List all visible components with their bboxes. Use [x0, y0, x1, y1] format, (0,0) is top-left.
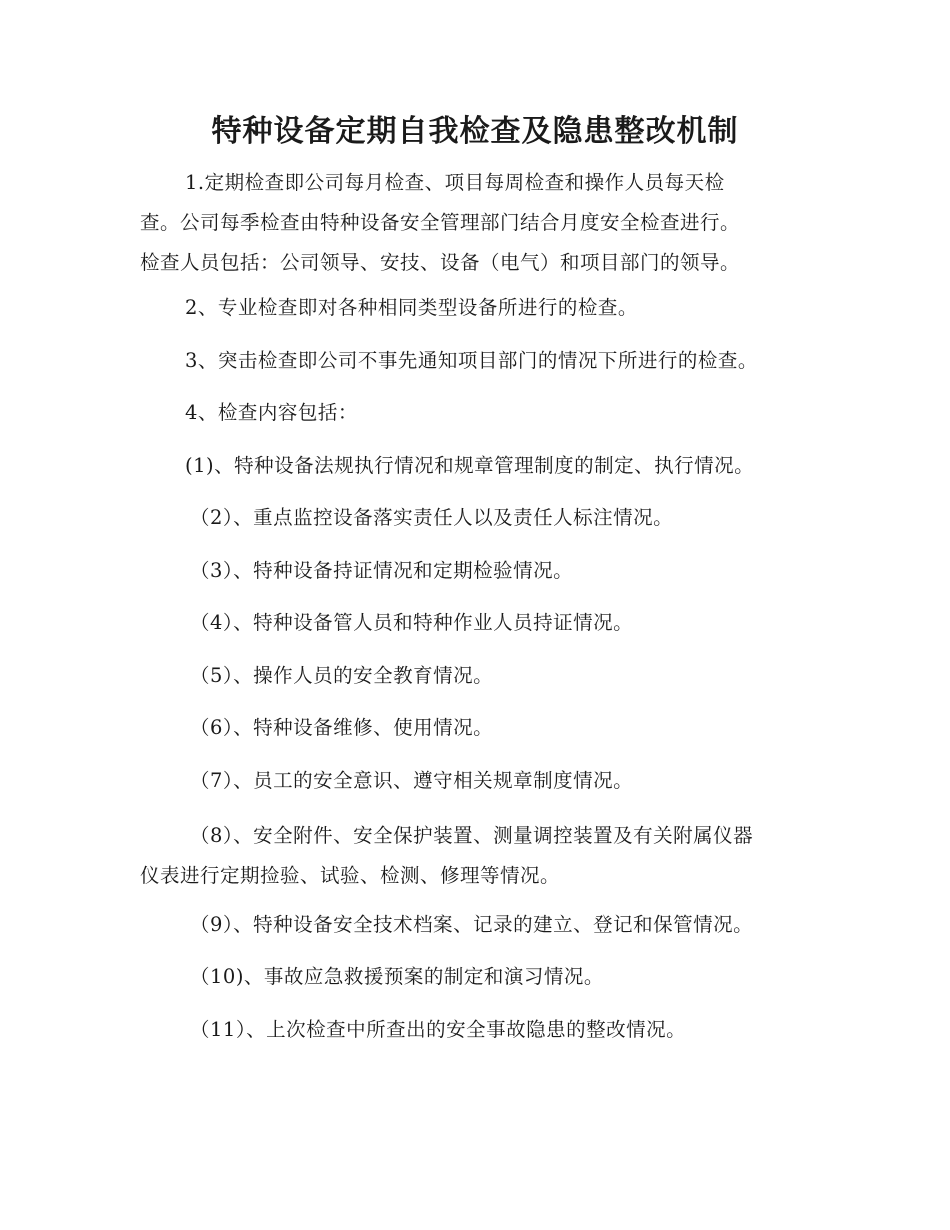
list-item-1 — [140, 446, 830, 486]
paragraph-1-line-2: 查。公司每季检查由特种设备安全管理部门结合月度安全检查进行。 — [140, 211, 741, 234]
paragraph-4 — [140, 393, 830, 433]
paragraph-4-line: 4、检查内容包括： — [185, 401, 358, 424]
list-item-10 — [140, 957, 830, 997]
paragraph-1-line-1: 1.定期检查即公司每月检查、项目每周检查和操作人员每天检 — [185, 171, 725, 194]
list-item-text: （2）、重点监控设备落实责任人以及责任人标注情况。 — [190, 506, 674, 529]
list-item-text: （6）、特种设备维修、使用情况。 — [190, 716, 494, 739]
list-item-text: （5）、操作人员的安全教育情况。 — [190, 664, 494, 687]
list-item-text: （11）、上次检查中所查出的安全事故隐患的整改情况。 — [190, 1018, 687, 1041]
list-item-6 — [140, 708, 830, 748]
paragraph-1 — [140, 163, 830, 283]
list-item-9 — [140, 905, 830, 945]
document-title: 特种设备定期自我检查及隐患整改机制 — [211, 114, 739, 149]
paragraph-3 — [140, 341, 830, 381]
list-item-2 — [140, 498, 830, 538]
list-item-text: （3）、特种设备持证情况和定期检验情况。 — [190, 559, 574, 582]
list-item-7 — [140, 761, 830, 801]
list-item-11 — [140, 1010, 830, 1050]
paragraph-1-line-3: 检查人员包括：公司领导、安技、设备（电气）和项目部门的领导。 — [140, 251, 741, 274]
list-item-5 — [140, 656, 830, 696]
list-item-4 — [140, 603, 830, 643]
list-item-8-line-2: 仪表进行定期捡验、试验、检测、修理等情况。 — [140, 864, 561, 887]
paragraph-2-line: 2、专业检查即对各种相同类型设备所进行的检查。 — [185, 296, 638, 319]
paragraph-3-line: 3、突击检查即公司不事先通知项目部门的情况下所进行的检查。 — [185, 349, 758, 372]
list-item-3 — [140, 551, 830, 591]
paragraph-2 — [140, 288, 830, 328]
list-item-text: （7）、员工的安全意识、遵守相关规章制度情况。 — [190, 769, 634, 792]
list-item-text: （9）、特种设备安全技术档案、记录的建立、登记和保管情况。 — [190, 913, 754, 936]
list-item-8-line-1: （8）、安全附件、安全保护装置、测量调控装置及有关附属仪器 — [190, 824, 754, 847]
list-item-text: （4）、特种设备管人员和特种作业人员持证情况。 — [190, 611, 634, 634]
list-item-text: （10)、事故应急救援预案的制定和演习情况。 — [190, 965, 604, 988]
list-item-8 — [140, 816, 830, 896]
list-item-text: (1)、特种设备法规执行情况和规章管理制度的制定、执行情况。 — [185, 454, 755, 477]
